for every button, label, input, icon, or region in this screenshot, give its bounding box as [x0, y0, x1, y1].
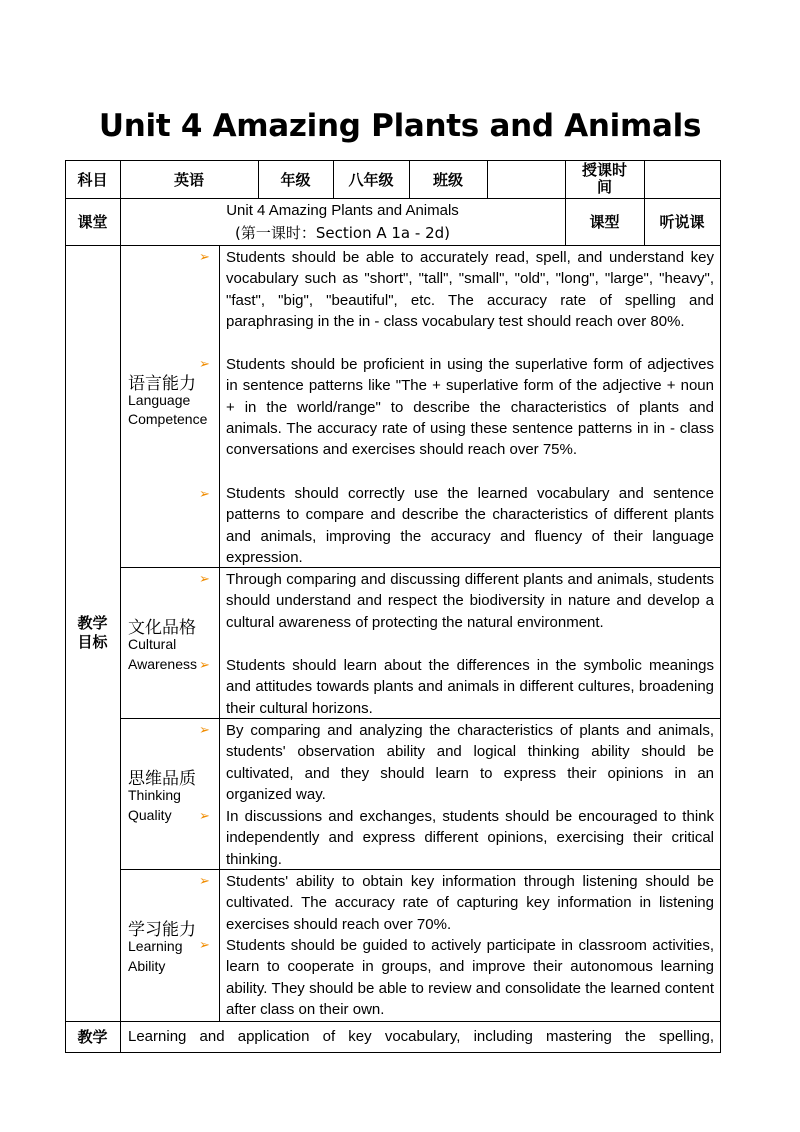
lesson-title-line2: (第一课时：Section A 1a - 2d)	[235, 223, 450, 242]
time-value	[644, 160, 720, 198]
class-label: 班级	[432, 170, 463, 189]
arrow-bullet-icon: ➢	[199, 808, 210, 823]
cultural-awareness-cn: 文化品格	[128, 618, 196, 638]
arrow-bullet-icon: ➢	[199, 873, 210, 888]
lesson-title-line1: Unit 4 Amazing Plants and Animals	[226, 201, 459, 219]
grade-label: 年级	[280, 170, 311, 189]
arrow-bullet-icon: ➢	[199, 722, 210, 737]
time-label	[565, 160, 644, 198]
objective-item: Students should be guided to actively participate in classroom activities, learn to cooperate in groups, and improve their autonomous learning ability. They should be able to review and consolidate the learned content after class on their own.	[226, 937, 714, 1018]
objective-item: Students' ability to obtain key information through listening should be cultivated. The accuracy rate of capturing key information in listening exercises should reach over 70%.	[226, 873, 714, 933]
subject-label: 科目	[77, 170, 108, 189]
time-label-line1: 授课时	[581, 161, 627, 179]
type-label: 课型	[589, 213, 620, 231]
arrow-bullet-icon: ➢	[199, 486, 210, 501]
language-competence-en-line1: Language	[128, 392, 191, 408]
table-border	[120, 160, 121, 1053]
thinking-quality-cn: 思维品质	[128, 769, 196, 789]
arrow-bullet-icon: ➢	[199, 657, 210, 672]
objectives-label-line2: 目标	[77, 633, 108, 651]
thinking-quality-en-line2: Quality	[128, 807, 172, 823]
objective-item: Students should be proficient in using the superlative form of adjectives in sentence patterns like "The + superlative form of the adjective + noun + in the world/range" to describe the characteristics of plants and animals. The accuracy rate of using these sentence patterns in in - class conversations and exercises should reach over 75%.	[226, 356, 714, 459]
objective-item: In discussions and exchanges, students should be encouraged to think independently and express different opinions, exercising their critical thinking.	[226, 808, 714, 868]
language-competence-en-line2: Competence	[128, 411, 208, 427]
grade-value: 八年级	[348, 170, 394, 189]
bottom-label: 教学	[77, 1028, 108, 1046]
lesson-title	[120, 198, 565, 245]
objectives-label	[65, 245, 120, 1021]
time-label-line2: 间	[596, 178, 612, 196]
arrow-bullet-icon: ➢	[199, 356, 210, 371]
subject-value: 英语	[173, 170, 204, 189]
bottom-text: Learning and application of key vocabulary, including mastering the spelling,	[128, 1028, 715, 1045]
objectives-label-line1: 教学	[77, 614, 108, 632]
cultural-awareness-en-line2: Awareness	[128, 656, 198, 672]
objective-item: By comparing and analyzing the characteristics of plants and animals, students' observation ability and logical thinking ability should be cultivated, and they should learn to express their opinions in an organized way.	[226, 722, 714, 803]
thinking-quality-en-line1: Thinking	[128, 787, 181, 803]
arrow-bullet-icon: ➢	[199, 937, 210, 952]
learning-ability-en-line2: Ability	[128, 958, 166, 974]
table-border	[720, 160, 721, 1053]
learning-ability-cn: 学习能力	[128, 920, 196, 940]
objective-item: Through comparing and discussing different plants and animals, students should understand and respect the biodiversity in nature and develop a cultural awareness of protecting the natural environment.	[226, 571, 714, 631]
objective-item: Students should learn about the differences in the symbolic meanings and attitudes towards plants and animals in different cultures, broadening their cultural horizons.	[226, 657, 714, 717]
objective-item: Students should be able to accurately read, spell, and understand key vocabulary such as "short", "tall", "small", "old", "long", "large", "heavy", "fast", "big", "beautiful", etc. The accuracy rate of spelling and paraphrasing in the in - class vocabulary test should reach over 80%.	[226, 249, 714, 330]
arrow-bullet-icon: ➢	[199, 249, 210, 264]
page-title: Unit 4 Amazing Plants and Animals	[98, 108, 702, 144]
language-competence-cn: 语言能力	[128, 374, 196, 394]
arrow-bullet-icon: ➢	[199, 571, 210, 586]
table-border	[65, 1052, 720, 1053]
learning-ability-en-line1: Learning	[128, 938, 183, 954]
lesson-label: 课堂	[77, 213, 108, 231]
objective-item: Students should correctly use the learned vocabulary and sentence patterns to compare and describe the characteristics of different plants and animals, improving the accuracy and fluency of their language expression.	[226, 485, 714, 566]
type-value: 听说课	[659, 213, 705, 231]
cultural-awareness-en-line1: Cultural	[128, 636, 177, 652]
class-value	[487, 160, 565, 198]
table-border	[65, 245, 720, 246]
table-border	[219, 245, 220, 1021]
table-border	[65, 1021, 720, 1022]
